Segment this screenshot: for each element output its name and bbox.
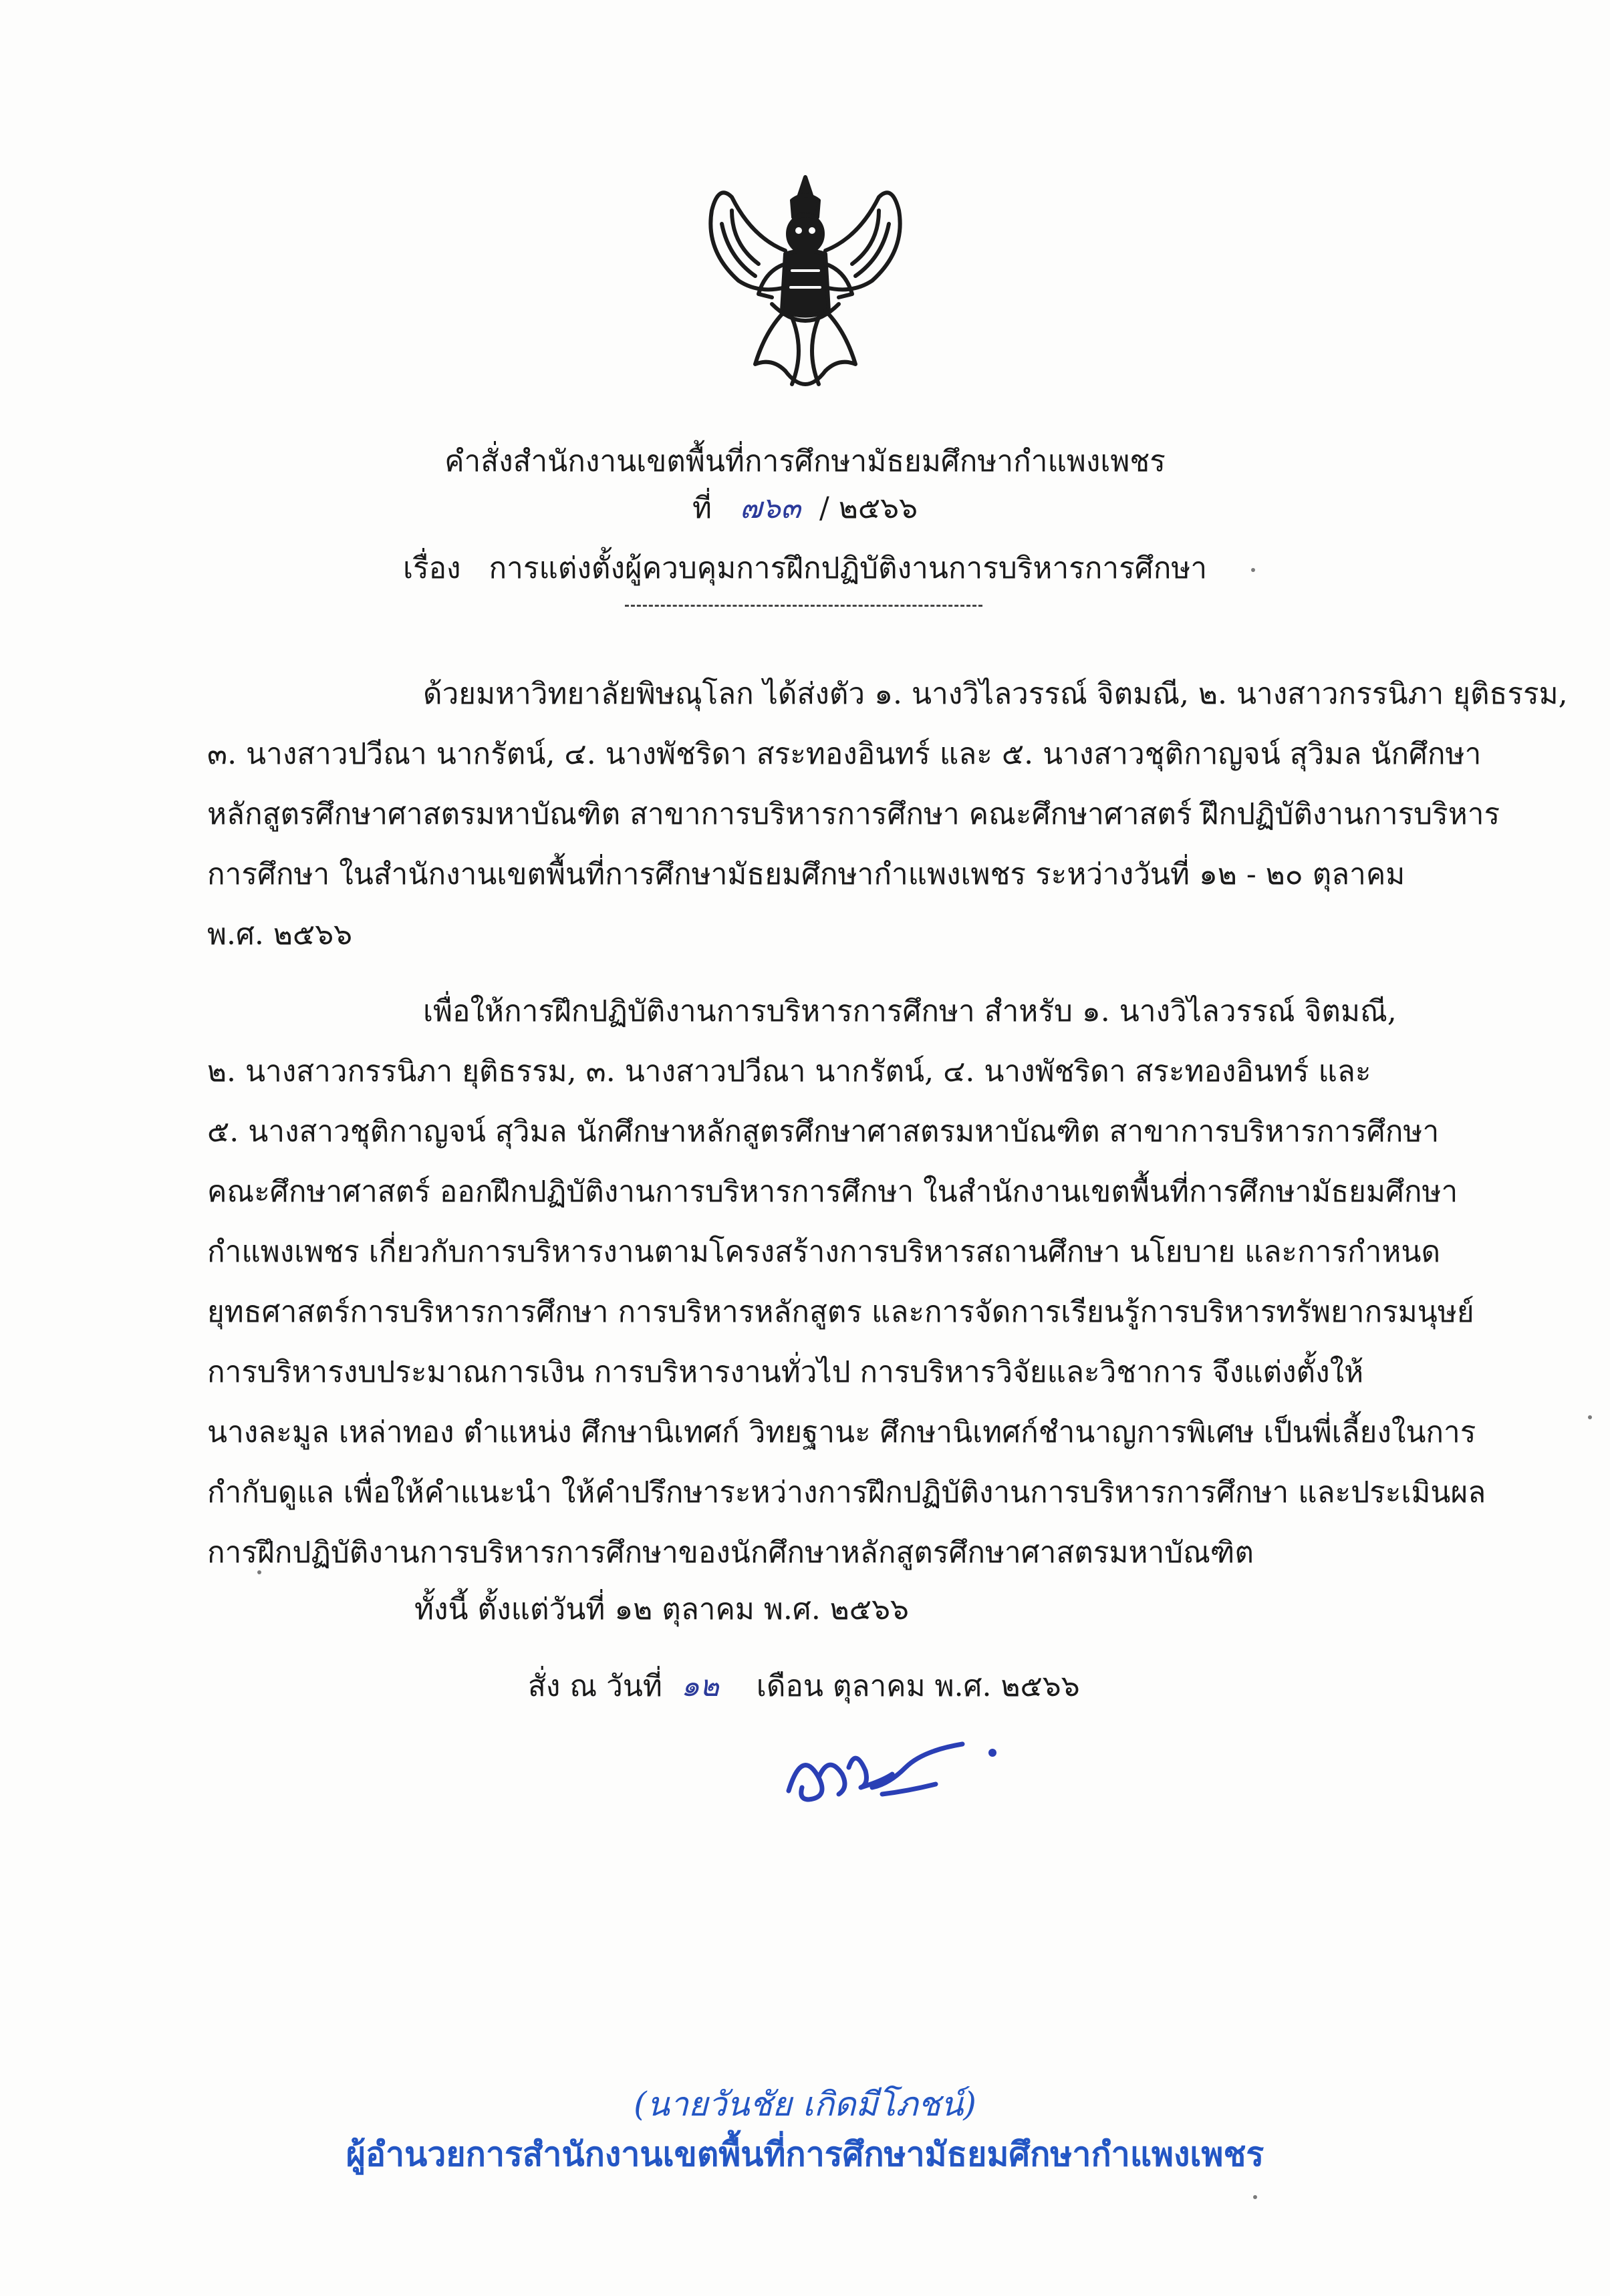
scan-speck: [257, 1570, 261, 1574]
paragraph-line: การบริหารงบประมาณการเงิน การบริหารงานทั่วไป การบริหารวิจัยและวิชาการ จึงแต่งตั้งให้: [207, 1355, 1364, 1389]
order-number-handwritten: ๗๖๓: [739, 491, 801, 525]
paragraph-line: การศึกษา ในสำนักงานเขตพื้นที่การศึกษามัธยมศึกษากำแพงเพชร ระหว่างวันที่ ๑๒ - ๒๐ ตุลาคม: [207, 857, 1405, 891]
signer-name: (นายวันชัย เกิดมีโภชน์): [634, 2085, 976, 2124]
scan-speck: [1588, 1415, 1592, 1419]
paragraph-line: เพื่อให้การฝึกปฏิบัติงานการบริหารการศึกษา สำหรับ ๑. นางวิไลวรรณ์ จิตมณี,: [423, 994, 1397, 1028]
order-subject-line: [0, 545, 1610, 591]
paragraph-line: ยุทธศาสตร์การบริหารการศึกษา การบริหารหลักสูตร และการจัดการเรียนรู้การบริหารทรัพยากรมนุษย์: [207, 1295, 1474, 1329]
order-number-prefix: ที่: [692, 491, 712, 525]
signer-position: ผู้อำนวยการสำนักงานเขตพื้นที่การศึกษามัธยมศึกษากำแพงเพชร: [346, 2135, 1264, 2174]
paragraph-line: นางละมูล เหล่าทอง ตำแหน่ง ศึกษานิเทศก์ วิทยฐานะ ศึกษานิเทศก์ชำนาญการพิเศษ เป็นพี่เลี้ยงในการ: [207, 1415, 1476, 1449]
paragraph-line: หลักสูตรศึกษาศาสตรมหาบัณฑิต สาขาการบริหารการศึกษา คณะศึกษาศาสตร์ ฝึกปฏิบัติงานการบริหาร: [207, 797, 1500, 831]
order-number-year: / ๒๕๖๖: [819, 491, 918, 525]
subject-text: การแต่งตั้งผู้ควบคุมการฝึกปฏิบัติงานการบริหารการศึกษา: [489, 551, 1208, 585]
paragraph-line: ๓. นางสาวปวีณา นากรัตน์, ๔. นางพัชริดา สระทองอินทร์ และ ๕. นางสาวชุติกาญจน์ สุวิมล นักศึกษา: [207, 737, 1482, 771]
paragraph-line: กำแพงเพชร เกี่ยวกับการบริหารงานตามโครงสร้างการบริหารสถานศึกษา นโยบาย และการกำหนด: [207, 1235, 1441, 1269]
order-date-line: [528, 1663, 1080, 1709]
subject-label: เรื่อง: [402, 551, 461, 585]
order-day-handwritten: ๑๒: [680, 1669, 719, 1703]
paragraph-line: พ.ศ. ๒๕๖๖: [207, 917, 353, 952]
order-date-suffix: เดือน ตุลาคม พ.ศ. ๒๕๖๖: [756, 1669, 1080, 1703]
header-divider: [625, 605, 982, 607]
paragraph-line: การฝึกปฏิบัติงานการบริหารการศึกษาของนักศึกษาหลักสูตรศึกษาศาสตรมหาบัณฑิต: [207, 1536, 1254, 1570]
paragraph-line: กำกับดูแล เพื่อให้คำแนะนำ ให้คำปรึกษาระหว่างการฝึกปฏิบัติงานการบริหารการศึกษา และประเมินผล: [207, 1475, 1486, 1510]
handwritten-signature: [782, 1721, 1002, 1814]
order-title: คำสั่งสำนักงานเขตพื้นที่การศึกษามัธยมศึกษากำแพงเพชร: [444, 444, 1166, 478]
scan-speck: [1253, 2195, 1257, 2199]
paragraph-line: ด้วยมหาวิทยาลัยพิษณุโลก ได้ส่งตัว ๑. นางวิไลวรรณ์ จิตมณี, ๒. นางสาวกรรนิภา ยุติธรรม,: [423, 677, 1568, 711]
order-date-prefix: สั่ง ณ วันที่: [528, 1669, 662, 1703]
paragraph-line: คณะศึกษาศาสตร์ ออกฝึกปฏิบัติงานการบริหารการศึกษา ในสำนักงานเขตพื้นที่การศึกษามัธยมศึกษา: [207, 1175, 1458, 1209]
scan-speck: [1251, 568, 1255, 572]
paragraph-line: ๒. นางสาวกรรนิภา ยุติธรรม, ๓. นางสาวปวีณา นากรัตน์, ๔. นางพัชริดา สระทองอินทร์ และ: [207, 1054, 1371, 1089]
effective-date: ทั้งนี้ ตั้งแต่วันที่ ๑๒ ตุลาคม พ.ศ. ๒๕๖๖: [414, 1592, 909, 1626]
garuda-emblem-icon: [692, 170, 919, 404]
order-number-line: [0, 484, 1610, 531]
paragraph-line: ๕. นางสาวชุติกาญจน์ สุวิมล นักศึกษาหลักสูตรศึกษาศาสตรมหาบัณฑิต สาขาการบริหารการศึกษา: [207, 1115, 1440, 1149]
